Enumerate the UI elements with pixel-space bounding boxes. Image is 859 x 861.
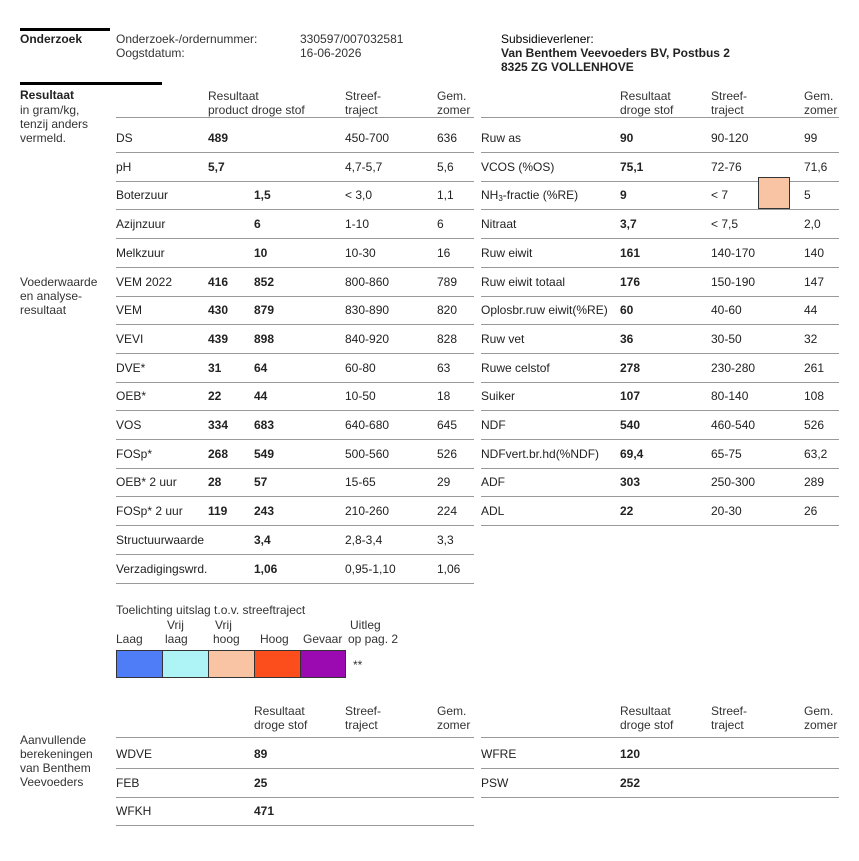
- row-label: Nitraat: [481, 217, 517, 232]
- row-label: OEB* 2 uur: [116, 475, 177, 490]
- row-drystof-value: 89: [254, 747, 268, 761]
- extra-left-header-result: Resultaat: [254, 704, 305, 718]
- row-range: < 7: [711, 188, 729, 203]
- row-avg: 29: [437, 475, 451, 490]
- row-drystof-value: 75,1: [620, 159, 644, 174]
- left-header-range-sub: traject: [345, 103, 378, 117]
- row-drystof-value: 278: [620, 360, 641, 375]
- row-avg: 526: [804, 418, 825, 432]
- table-row: [116, 268, 474, 297]
- row-avg: 820: [437, 303, 458, 318]
- table-row: [481, 268, 839, 297]
- row-drystof-value: 44: [254, 389, 268, 404]
- legend-label-vrij2: Vrij: [215, 618, 232, 632]
- row-label: Ruw as: [481, 131, 522, 145]
- row-label: ADF: [481, 475, 505, 490]
- order-number-label: Onderzoek-/ordernummer:: [116, 32, 258, 46]
- row-drystof-value: 57: [254, 475, 268, 490]
- table-row: [116, 210, 474, 239]
- extra-right-header-avg: Gem.: [804, 704, 834, 718]
- table-row: [481, 468, 839, 497]
- row-label: FOSp* 2 uur: [116, 504, 183, 519]
- section-label-onderzoek: Onderzoek: [20, 32, 83, 46]
- right-header-result: Resultaat: [620, 89, 671, 103]
- row-label-suffix: -fractie (%RE): [502, 188, 579, 203]
- row-product-value: 489: [208, 131, 229, 145]
- row-drystof-value: 243: [254, 504, 275, 519]
- extra-right-header-result-sub: droge stof: [620, 718, 674, 732]
- row-label: VEVI: [116, 331, 144, 346]
- row-label: Structuurwaarde: [116, 532, 205, 547]
- row-range: 250-300: [711, 475, 756, 490]
- row-label: Boterzuur: [116, 188, 169, 203]
- table-row: [116, 181, 474, 210]
- table-row: [481, 325, 839, 354]
- row-drystof-value: 107: [620, 389, 641, 404]
- row-range: 840-920: [345, 331, 390, 346]
- row-avg: 16: [437, 245, 451, 260]
- row-avg: 224: [437, 504, 458, 519]
- table-row: [481, 181, 839, 210]
- row-product-value: 268: [208, 446, 229, 461]
- row-avg: 26: [804, 504, 818, 519]
- table-row: [116, 555, 474, 584]
- result-top-rule: [20, 82, 162, 85]
- result-unit-line1: in gram/kg,: [20, 103, 80, 117]
- row-avg: 3,3: [437, 532, 454, 547]
- row-range: 20-30: [711, 504, 742, 519]
- row-drystof-value: 1,5: [254, 188, 271, 203]
- row-label: WFRE: [481, 747, 517, 761]
- row-label: FEB: [116, 775, 140, 790]
- row-range: 500-560: [345, 446, 390, 461]
- legend-swatch-hoog: [255, 651, 301, 677]
- right-header-avg-sub: zomer: [804, 103, 838, 117]
- right-header-result-sub: droge stof: [620, 103, 674, 117]
- row-range: 10-50: [345, 389, 376, 404]
- table-row: [481, 740, 839, 769]
- legend-swatch-gevaar: [301, 651, 345, 677]
- row-product-value: 416: [208, 274, 229, 289]
- header-top-rule: [20, 28, 110, 31]
- row-product-value: 119: [208, 504, 228, 519]
- row-avg: 32: [804, 331, 818, 346]
- row-range: 2,8-3,4: [345, 532, 383, 547]
- row-range: 210-260: [345, 504, 390, 519]
- row-drystof-value: 25: [254, 775, 268, 790]
- row-drystof-value: 36: [620, 331, 634, 346]
- row-label: VOS: [116, 418, 142, 432]
- table-row: [116, 153, 474, 182]
- legend-stars: **: [353, 658, 363, 672]
- table-row: [116, 124, 474, 153]
- row-avg: 6: [437, 217, 444, 232]
- row-drystof-value: 683: [254, 418, 275, 432]
- row-drystof-value: 120: [620, 747, 641, 761]
- row-product-value: 28: [208, 475, 222, 490]
- row-avg: 71,6: [804, 159, 828, 174]
- row-avg: 289: [804, 475, 825, 490]
- extra-left-header-range: Streef-: [345, 704, 382, 718]
- row-range: 80-140: [711, 389, 749, 404]
- row-range: 72-76: [711, 159, 742, 174]
- table-row: [116, 382, 474, 411]
- table-row: [481, 411, 839, 440]
- left-header-avg: Gem.: [437, 89, 467, 103]
- row-range: 150-190: [711, 274, 756, 289]
- right-header-range: Streef-: [711, 89, 748, 103]
- legend-label-vrij1: Vrij: [167, 618, 184, 632]
- row-drystof-value: 161: [620, 245, 641, 260]
- table-row: [481, 210, 839, 239]
- row-avg: 63: [437, 360, 451, 375]
- row-drystof-value: 90: [620, 131, 634, 145]
- extra-right-header-avg-sub: zomer: [804, 718, 838, 732]
- row-drystof-value: 471: [254, 804, 275, 819]
- row-drystof-value: 64: [254, 360, 268, 375]
- row-label: Ruw eiwit: [481, 245, 533, 260]
- extra-label-line2: berekeningen: [20, 747, 93, 761]
- legend-uitleg-line2: op pag. 2: [348, 632, 399, 646]
- row-avg: 147: [804, 274, 825, 289]
- table-row: [116, 497, 474, 526]
- table-row: [481, 440, 839, 469]
- row-product-value: 22: [208, 389, 222, 404]
- row-avg: 828: [437, 331, 458, 346]
- row-label: DVE*: [116, 360, 146, 375]
- left-header-result-sub: product droge stof: [208, 103, 305, 117]
- row-product-value: 430: [208, 303, 229, 318]
- row-drystof-value: 303: [620, 475, 641, 490]
- table-row: [481, 124, 839, 153]
- row-range: 15-65: [345, 475, 376, 490]
- row-avg: 99: [804, 131, 818, 145]
- row-range: 0,95-1,10: [345, 561, 396, 576]
- row-range: 450-700: [345, 131, 390, 145]
- extra-label-line3: van Benthem: [20, 761, 91, 775]
- extra-left-header-avg: Gem.: [437, 704, 467, 718]
- row-range: 830-890: [345, 303, 390, 318]
- table-row: [116, 526, 474, 555]
- row-label: NDFvert.br.hd(%NDF): [481, 446, 600, 461]
- legend-color-bar: [116, 650, 346, 678]
- provider-line1: Van Benthem Veevoeders BV, Postbus 2: [501, 46, 730, 60]
- row-drystof-value: 176: [620, 274, 641, 289]
- table-row: [116, 797, 474, 826]
- row-range: 1-10: [345, 217, 370, 232]
- harvest-date-label: Oogstdatum:: [116, 46, 185, 60]
- row-range: 640-680: [345, 418, 390, 432]
- row-range: < 7,5: [711, 217, 739, 232]
- extra-left-header-result-sub: droge stof: [254, 718, 308, 732]
- row-label: WFKH: [116, 804, 152, 819]
- row-drystof-value: 3,4: [254, 532, 271, 547]
- table-row: [116, 239, 474, 268]
- legend-title: Toelichting uitslag t.o.v. streeftraject: [116, 603, 306, 617]
- legend-label-gevaar: Gevaar: [303, 632, 343, 646]
- table-row: [481, 497, 839, 526]
- row-label: Ruw vet: [481, 331, 525, 346]
- result-unit-line3: vermeld.: [20, 131, 67, 145]
- order-number-value: 330597/007032581: [300, 32, 404, 46]
- table-row: [116, 296, 474, 325]
- voederwaarde-line3: resultaat: [20, 303, 67, 317]
- row-drystof-value: 3,7: [620, 217, 637, 232]
- table-row: [116, 468, 474, 497]
- table-row: [116, 411, 474, 440]
- table-row: [116, 740, 474, 769]
- row-range: 10-30: [345, 245, 376, 260]
- provider-line2: 8325 ZG VOLLENHOVE: [501, 60, 634, 74]
- row-label: Suiker: [481, 389, 516, 404]
- row-drystof-value: 6: [254, 217, 261, 232]
- row-label: VEM: [116, 303, 143, 318]
- row-label: Melkzuur: [116, 245, 165, 260]
- harvest-date-value: 16-06-2026: [300, 46, 362, 60]
- legend-label-laag: Laag: [116, 632, 143, 646]
- row-avg: 636: [437, 131, 458, 145]
- table-row: [481, 239, 839, 268]
- extra-left-header-range-sub: traject: [345, 718, 378, 732]
- row-range: 800-860: [345, 274, 390, 289]
- extra-right-header-range: Streef-: [711, 704, 748, 718]
- table-row: [481, 769, 839, 798]
- left-header-result: Resultaat: [208, 89, 259, 103]
- row-drystof-value: 10: [254, 245, 268, 260]
- row-drystof-value: 69,4: [620, 446, 644, 461]
- right-header-range-sub: traject: [711, 103, 744, 117]
- right-header-avg: Gem.: [804, 89, 834, 103]
- row-label: [481, 181, 578, 209]
- range-flag-swatch: [758, 177, 790, 209]
- row-avg: 63,2: [804, 446, 828, 461]
- row-avg: 140: [804, 245, 825, 260]
- extra-right-header-rule: [481, 737, 839, 738]
- result-title: Resultaat: [20, 88, 75, 102]
- table-row: [481, 296, 839, 325]
- extra-left-header-avg-sub: zomer: [437, 718, 471, 732]
- row-avg: 789: [437, 274, 458, 289]
- row-label: NDF: [481, 418, 506, 432]
- row-avg: 261: [804, 360, 825, 375]
- table-row: [116, 769, 474, 798]
- row-drystof-value: 252: [620, 775, 641, 790]
- row-label: FOSp*: [116, 446, 153, 461]
- legend-label-vrijlaag: laag: [165, 632, 188, 646]
- row-label: OEB*: [116, 389, 147, 404]
- row-label: PSW: [481, 775, 509, 790]
- row-drystof-value: 60: [620, 303, 634, 318]
- row-range: 60-80: [345, 360, 376, 375]
- row-label: Verzadigingswrd.: [116, 561, 208, 576]
- row-avg: 108: [804, 389, 825, 404]
- row-label: Azijnzuur: [116, 217, 166, 232]
- row-range: 40-60: [711, 303, 742, 318]
- result-unit-line2: tenzij anders: [20, 117, 89, 131]
- row-label-main: NH: [481, 188, 499, 203]
- row-range: 140-170: [711, 245, 756, 260]
- row-avg: 5: [804, 188, 811, 203]
- right-header-rule: [481, 117, 839, 118]
- row-avg: 1,06: [437, 561, 461, 576]
- table-row: [481, 382, 839, 411]
- row-label: pH: [116, 159, 132, 174]
- row-avg: 18: [437, 389, 451, 404]
- row-product-value: 31: [208, 360, 222, 375]
- row-label: Ruwe celstof: [481, 360, 550, 375]
- table-row: [116, 354, 474, 383]
- row-avg: 1,1: [437, 188, 454, 203]
- row-label: VEM 2022: [116, 274, 173, 289]
- row-label-subscript: 3: [498, 194, 503, 204]
- left-header-rule: [116, 117, 474, 118]
- row-label: WDVE: [116, 747, 152, 761]
- legend-label-vrijhoog: hoog: [213, 632, 240, 646]
- legend-swatch-vrij-laag: [163, 651, 209, 677]
- row-label: DS: [116, 131, 133, 145]
- table-row: [116, 440, 474, 469]
- row-drystof-value: 1,06: [254, 561, 278, 576]
- row-label: Oplosbr.ruw eiwit(%RE): [481, 303, 608, 318]
- legend-swatch-laag: [117, 651, 163, 677]
- left-header-avg-sub: zomer: [437, 103, 471, 117]
- row-drystof-value: 549: [254, 446, 275, 461]
- table-row: [481, 354, 839, 383]
- row-drystof-value: 898: [254, 331, 275, 346]
- row-product-value: 334: [208, 418, 229, 432]
- row-label: VCOS (%OS): [481, 159, 555, 174]
- row-label: Ruw eiwit totaal: [481, 274, 566, 289]
- row-product-value: 439: [208, 331, 229, 346]
- extra-left-header-rule: [116, 737, 474, 738]
- row-drystof-value: 852: [254, 274, 275, 289]
- row-label: ADL: [481, 504, 505, 519]
- row-range: 460-540: [711, 418, 756, 432]
- row-avg: 44: [804, 303, 818, 318]
- left-header-range: Streef-: [345, 89, 382, 103]
- table-row: [116, 325, 474, 354]
- extra-right-header-range-sub: traject: [711, 718, 744, 732]
- row-range: < 3,0: [345, 188, 373, 203]
- row-range: 230-280: [711, 360, 756, 375]
- row-drystof-value: 540: [620, 418, 641, 432]
- voederwaarde-line1: Voederwaarde: [20, 275, 98, 289]
- row-avg: 645: [437, 418, 458, 432]
- voederwaarde-line2: en analyse-: [20, 289, 83, 303]
- row-range: 90-120: [711, 131, 749, 145]
- extra-label-line4: Veevoeders: [20, 775, 84, 789]
- row-avg: 5,6: [437, 159, 454, 174]
- row-range: 65-75: [711, 446, 742, 461]
- row-avg: 2,0: [804, 217, 821, 232]
- provider-label: Subsidieverlener:: [501, 32, 594, 46]
- row-range: 30-50: [711, 331, 742, 346]
- legend-label-hoog: Hoog: [260, 632, 289, 646]
- row-range: 4,7-5,7: [345, 159, 383, 174]
- row-drystof-value: 879: [254, 303, 275, 318]
- extra-label-line1: Aanvullende: [20, 733, 87, 747]
- row-drystof-value: 9: [620, 188, 627, 203]
- row-product-value: 5,7: [208, 159, 225, 174]
- extra-right-header-result: Resultaat: [620, 704, 671, 718]
- legend-uitleg-line1: Uitleg: [350, 618, 381, 632]
- row-avg: 526: [437, 446, 458, 461]
- row-drystof-value: 22: [620, 504, 634, 519]
- legend-swatch-vrij-hoog: [209, 651, 255, 677]
